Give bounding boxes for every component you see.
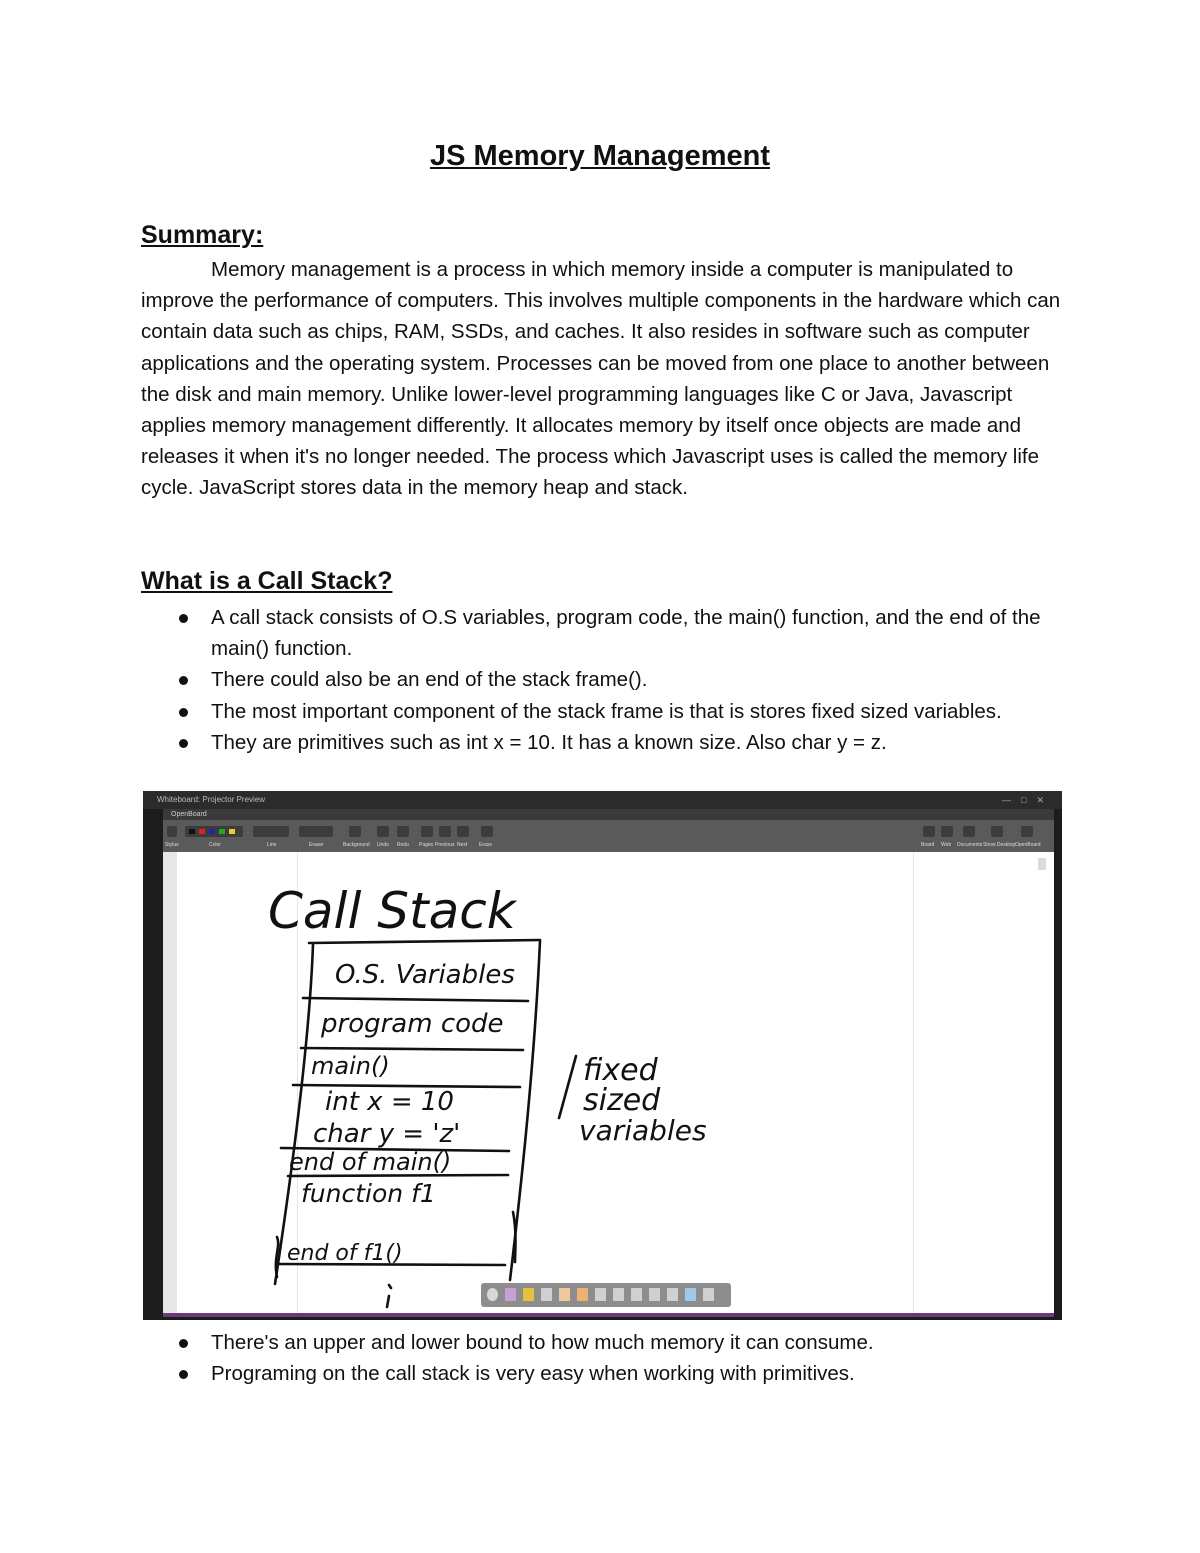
handwritten-title: Call Stack <box>268 882 516 940</box>
call-stack-bullet-list-continued <box>0 1327 1071 1389</box>
toolbar-label: Stylus <box>165 842 179 848</box>
documents-icon <box>963 826 975 837</box>
toolbar-label: OpenBoard <box>1015 842 1041 848</box>
bullet-text: The most important component of the stack frame is that is stores fixed sized variables. <box>211 699 1002 723</box>
cursor-dots <box>387 1285 391 1307</box>
line-tool-icon <box>649 1288 660 1301</box>
capture-icon <box>685 1288 696 1301</box>
stack-left-line <box>275 944 313 1284</box>
color-swatch-red <box>199 829 205 834</box>
previous-icon <box>439 826 451 837</box>
toolbar-label: Board <box>921 842 935 848</box>
text-tool-icon <box>667 1288 678 1301</box>
handwritten-row: end of main() <box>289 1148 452 1176</box>
toolbar-label: Redo <box>397 842 409 848</box>
bullet-icon <box>179 676 188 685</box>
bullet-item <box>0 696 1071 727</box>
selector-tool-icon <box>541 1288 552 1301</box>
bullet-item <box>0 664 1071 695</box>
more-tools-icon <box>703 1288 714 1301</box>
undo-icon <box>377 826 389 837</box>
stack-divider <box>301 1048 523 1050</box>
stylus-icon <box>167 826 177 837</box>
toolbar-label: Color <box>209 842 221 848</box>
toolbar-label: Web <box>941 842 952 848</box>
show-desktop-icon <box>991 826 1003 837</box>
toolbar-label: Pages <box>419 842 434 848</box>
bullet-item <box>0 1327 1071 1358</box>
stack-divider <box>303 998 528 1001</box>
toolbar-label: Show Desktop <box>983 842 1016 848</box>
pointer-tool-icon <box>577 1288 588 1301</box>
app-name: OpenBoard <box>171 811 207 818</box>
handwritten-row: program code <box>321 1009 504 1039</box>
bullet-icon <box>179 739 188 748</box>
hand-tool-icon <box>559 1288 570 1301</box>
marker-tool-icon <box>523 1288 534 1301</box>
page-title: JS Memory Management <box>429 140 771 172</box>
handwritten-note: sized <box>583 1083 661 1118</box>
bullet-text: They are primitives such as int x = 10. It has a known size. Also char y = z. <box>211 730 887 754</box>
eraser-size-selector <box>299 826 333 837</box>
web-icon <box>941 826 953 837</box>
handwritten-note: fixed <box>583 1053 658 1088</box>
bullet-item <box>0 1358 1071 1389</box>
erase-icon <box>481 826 493 837</box>
toolbar-label: Erase <box>479 842 493 848</box>
handwritten-row: O.S. Variables <box>335 960 515 990</box>
color-swatch-black <box>189 829 195 834</box>
whiteboard-canvas <box>163 852 1054 1313</box>
bullet-text: There could also be an end of the stack frame(). <box>211 668 648 692</box>
handwritten-row: main() <box>311 1052 390 1080</box>
window-title: Whiteboard: Projector Preview <box>157 795 266 804</box>
bullet-item <box>0 727 1071 758</box>
color-palette <box>185 826 243 837</box>
handwritten-row: int x = 10 <box>325 1087 454 1117</box>
highlighter-tool-icon <box>505 1288 516 1301</box>
bullet-text: There's an upper and lower bound to how much memory it can consume. <box>211 1331 874 1354</box>
color-swatch-blue <box>209 829 215 834</box>
call-stack-heading: What is a Call Stack? <box>141 567 393 595</box>
note-bracket <box>559 1056 576 1118</box>
background-icon <box>349 826 361 837</box>
openboard-icon <box>1021 826 1033 837</box>
board-icon <box>923 826 935 837</box>
pages-icon <box>421 826 433 837</box>
window-title-bar <box>143 791 1062 809</box>
whiteboard-toolbar <box>163 820 1054 852</box>
color-swatch-green <box>219 829 225 834</box>
toolbar-label: Next <box>457 842 468 848</box>
redo-icon <box>397 826 409 837</box>
toolbar-label: Undo <box>377 842 389 848</box>
handwritten-row: end of f1() <box>287 1241 403 1266</box>
bullet-text: Programing on the call stack is very easy when working with primitives. <box>211 1362 855 1386</box>
handwritten-row: char y = 'z' <box>313 1119 461 1149</box>
bullet-icon <box>179 708 188 717</box>
bullet-icon <box>179 614 188 623</box>
bullet-icon <box>179 1339 188 1348</box>
whiteboard-screenshot <box>143 791 1062 1320</box>
toolbar-label: Previous <box>435 842 455 848</box>
toolbar-label: Background <box>343 842 370 848</box>
handwritten-row: function f1 <box>301 1179 436 1208</box>
color-swatch-yellow <box>229 829 235 834</box>
call-stack-bullet-list <box>0 602 1071 758</box>
toolbar-label: Documents <box>957 842 983 848</box>
floating-tool-palette <box>481 1283 731 1307</box>
bullet-item <box>0 602 1071 664</box>
pen-tool-icon <box>487 1288 498 1301</box>
summary-paragraph: Memory management is a process in which memory inside a computer is manipulated to improve the performance of computers. This involves multiple components in the hardware which can contain data such as chips, RAM, SSDs, and caches. It also resides in software such as computer applications and the operating system. Processes can be moved from one place to another between the disk and main memory. Unlike lower-level programming languages like C or Java, Javascript applies memory management differently. It allocates memory by itself once objects are made and releases it when it's no longer needed. The process which Javascript uses is called the memory life cycle. JavaScript stores data in the memory heap and stack. <box>141 258 1061 500</box>
stack-top-line <box>309 940 540 943</box>
bullet-text: A call stack consists of O.S variables, program code, the main() function, and the end of the main() function. <box>211 606 1041 661</box>
window-bottom-accent <box>163 1313 1054 1317</box>
handwritten-note: variables <box>579 1114 707 1147</box>
app-title-bar <box>163 809 1054 820</box>
handwritten-call-stack-diagram <box>163 852 1054 1313</box>
zoom-in-icon <box>595 1288 606 1301</box>
summary-heading: Summary: <box>141 221 264 249</box>
zoom-out-icon <box>613 1288 624 1301</box>
toolbar-label: Line <box>267 842 277 848</box>
window-controls: —□✕ <box>1002 795 1054 805</box>
laser-icon <box>631 1288 642 1301</box>
bullet-icon <box>179 1370 188 1379</box>
next-icon <box>457 826 469 837</box>
toolbar-label: Eraser <box>309 842 324 848</box>
line-width-selector <box>253 826 289 837</box>
